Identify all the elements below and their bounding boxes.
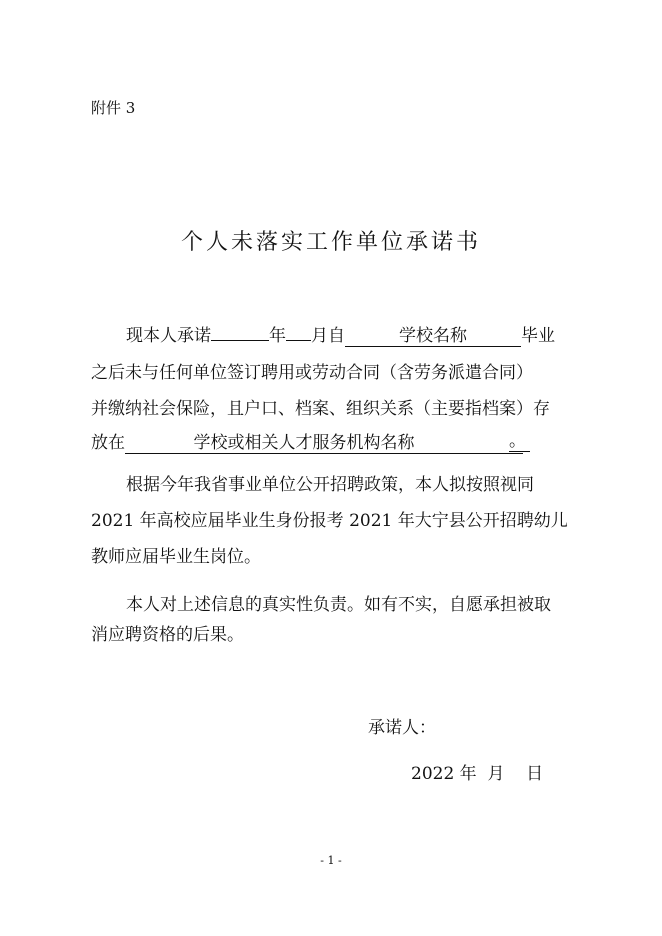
paragraph-2-line-1: 根据今年我省事业单位公开招聘政策，本人拟按照视同 xyxy=(126,475,534,495)
agency-name-field[interactable]: 学校或相关人才服务机构名称 xyxy=(125,433,523,454)
document-title: 个人未落实工作单位承诺书 xyxy=(180,230,481,255)
paragraph-1-line-2: 之后未与任何单位签订聘用或劳动合同（含劳务派遣合同） xyxy=(91,363,533,383)
paragraph-2-line-2: 2021 年高校应届毕业生身份报考 2021 年大宁县公开招聘幼儿 xyxy=(91,511,568,531)
attachment-label: 附件 3 xyxy=(91,99,136,117)
graduate-suffix: 毕业 xyxy=(521,326,555,346)
period-mark: 。 xyxy=(509,431,530,452)
month-label: 月自 xyxy=(311,326,345,346)
year-blank[interactable] xyxy=(211,340,269,341)
paragraph-2-line-3: 教师应届毕业生岗位。 xyxy=(91,547,261,567)
signer-label: 承诺人： xyxy=(368,718,436,738)
paragraph-1-line-4 xyxy=(91,431,526,455)
page-number: - 1 - xyxy=(320,854,342,867)
signature-date: 2022 年 月 日 xyxy=(411,764,544,784)
promise-prefix: 现本人承诺 xyxy=(126,326,211,346)
month-blank[interactable] xyxy=(286,340,311,341)
school-name-field[interactable]: 学校名称 xyxy=(345,326,521,347)
paragraph-3-line-1: 本人对上述信息的真实性负责。如有不实，自愿承担被取 xyxy=(126,595,551,615)
paragraph-1-line-1 xyxy=(126,324,555,348)
storage-prefix: 放在 xyxy=(91,433,125,453)
paragraph-1-line-3: 并缴纳社会保险，且户口、档案、组织关系（主要指档案）存 xyxy=(91,399,550,419)
paragraph-3-line-2: 消应聘资格的后果。 xyxy=(91,625,244,645)
year-label: 年 xyxy=(269,326,286,346)
